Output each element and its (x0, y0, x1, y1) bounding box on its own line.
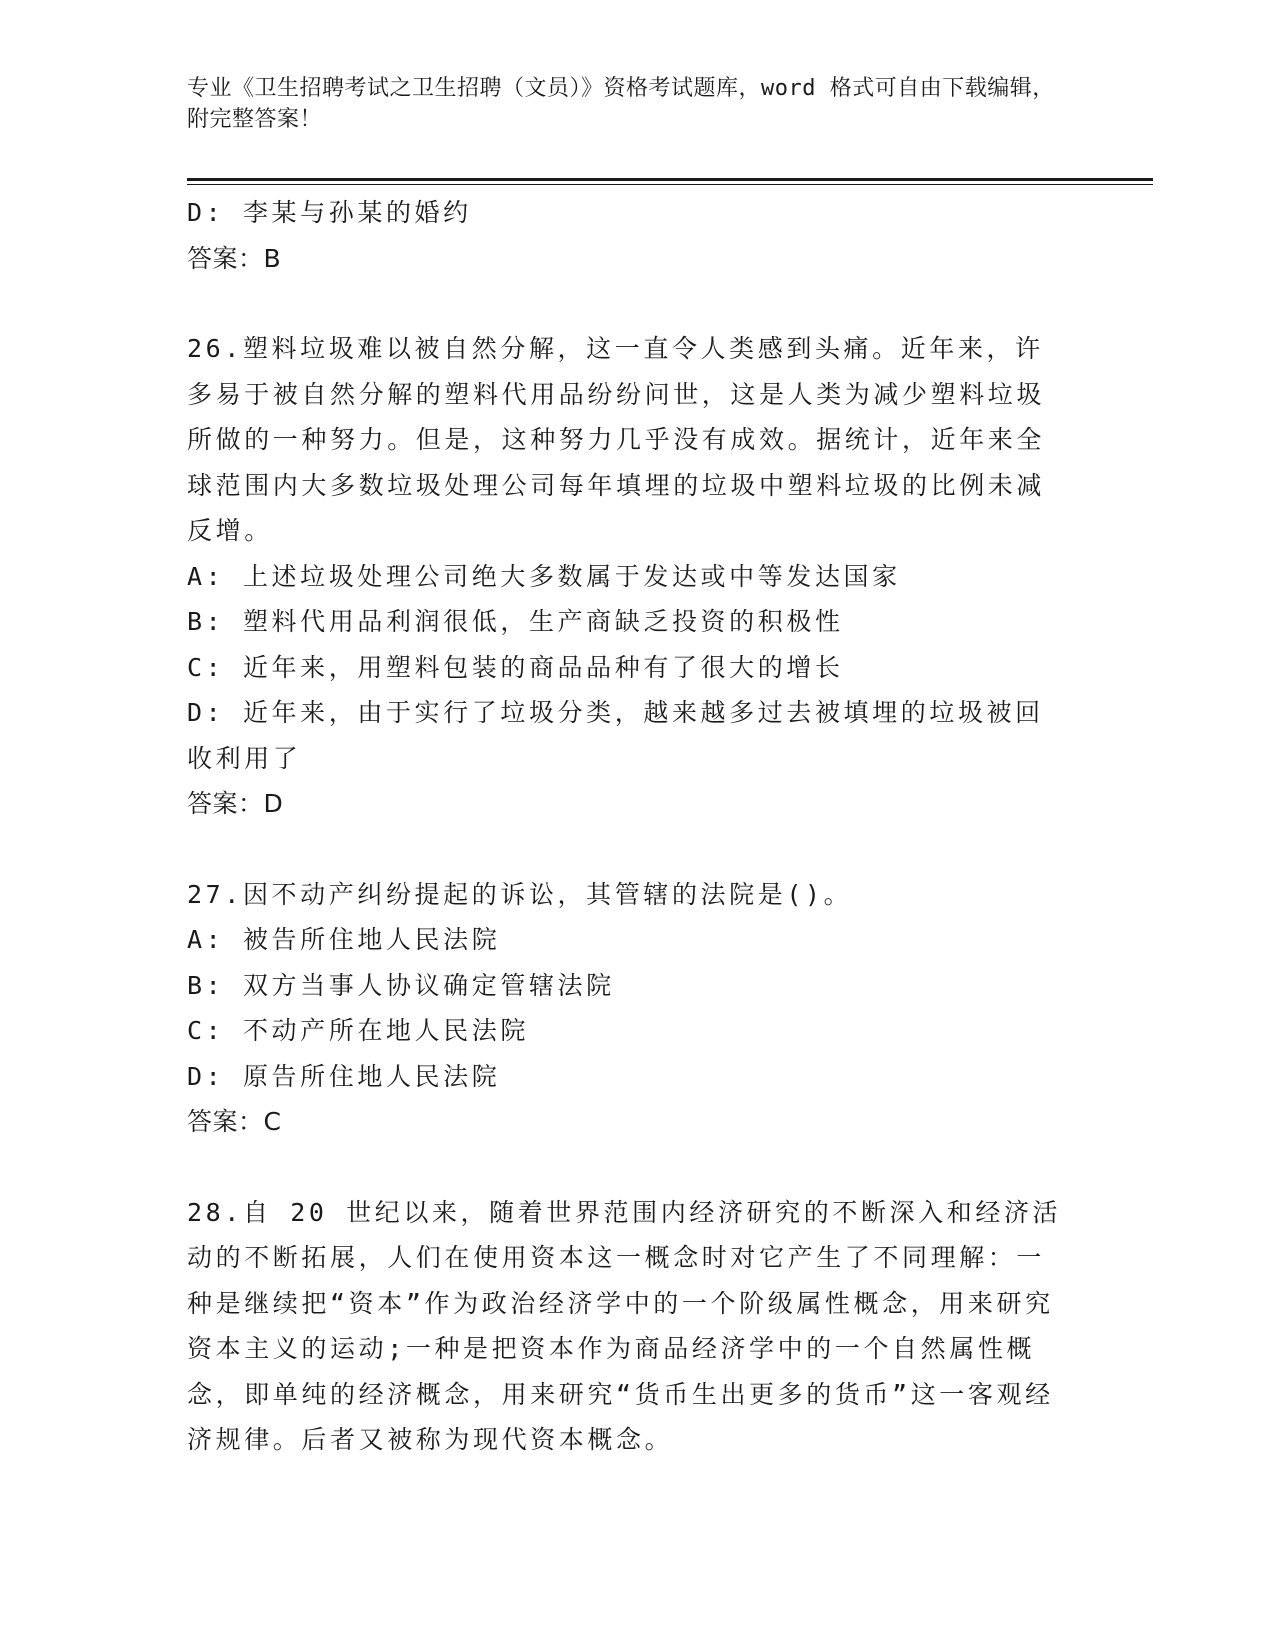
question-27 (187, 872, 1087, 1145)
answer-line: 答案：B (187, 243, 282, 273)
answer-line: 答案：D (187, 789, 284, 818)
option-d: D: 李某与孙某的婚约 (187, 198, 472, 227)
question-stem: 28.自 20 世纪以来，随着世界范围内经济研究的不断深入和经济活动的不断拓展，人们在使用资本这一概念时对它产生了不同理解：一种是继续把“资本”作为政治经济学中的一个阶级属性概念，用来研究资本主义的运动;一种是把资本作为商品经济学中的一个自然属性概念，即单纯的经济概念，用来研究“货币生出更多的货币”这一客观经济规律。后者又被称为现代资本概念。 (187, 1197, 1062, 1454)
question-stem: 26.塑料垃圾难以被自然分解，这一直令人类感到头痛。近年来，许多易于被自然分解的塑料代用品纷纷问世，这是人类为减少塑料垃圾所做的一种努力。但是，这种努力几乎没有成效。据统计，近年来全球范围内大多数垃圾处理公司每年填埋的垃圾中塑料垃圾的比例未减反增。 (187, 334, 1046, 545)
document-header: 专业《卫生招聘考试之卫生招聘（文员）》资格考试题库，word 格式可自由下载编辑，附完整答案！ (187, 76, 1055, 132)
question-stem: 27.因不动产纠纷提起的诉讼，其管辖的法院是()。 (187, 879, 853, 909)
option-a: A: 上述垃圾处理公司绝大多数属于发达或中等发达国家 (187, 561, 901, 591)
option-b: B: 双方当事人协议确定管辖法院 (187, 970, 615, 1000)
question-26 (187, 326, 1087, 827)
option-b: B: 塑料代用品利润很低，生产商缺乏投资的积极性 (187, 607, 844, 636)
option-c: C: 近年来，用塑料包装的商品品种有了很大的增长 (187, 652, 844, 682)
previous-question-tail (187, 190, 1087, 281)
header-divider-thin (187, 184, 1153, 185)
header-divider-thick (187, 178, 1153, 181)
answer-line: 答案：C (187, 1107, 282, 1136)
option-d: D: 近年来，由于实行了垃圾分类，越来越多过去被填埋的垃圾被回收利用了 (187, 698, 1044, 773)
question-content (187, 190, 1087, 1463)
question-28 (187, 1190, 1087, 1463)
option-a: A: 被告所住地人民法院 (187, 925, 501, 954)
option-c: C: 不动产所在地人民法院 (187, 1016, 529, 1045)
option-d: D: 原告所住地人民法院 (187, 1061, 501, 1091)
